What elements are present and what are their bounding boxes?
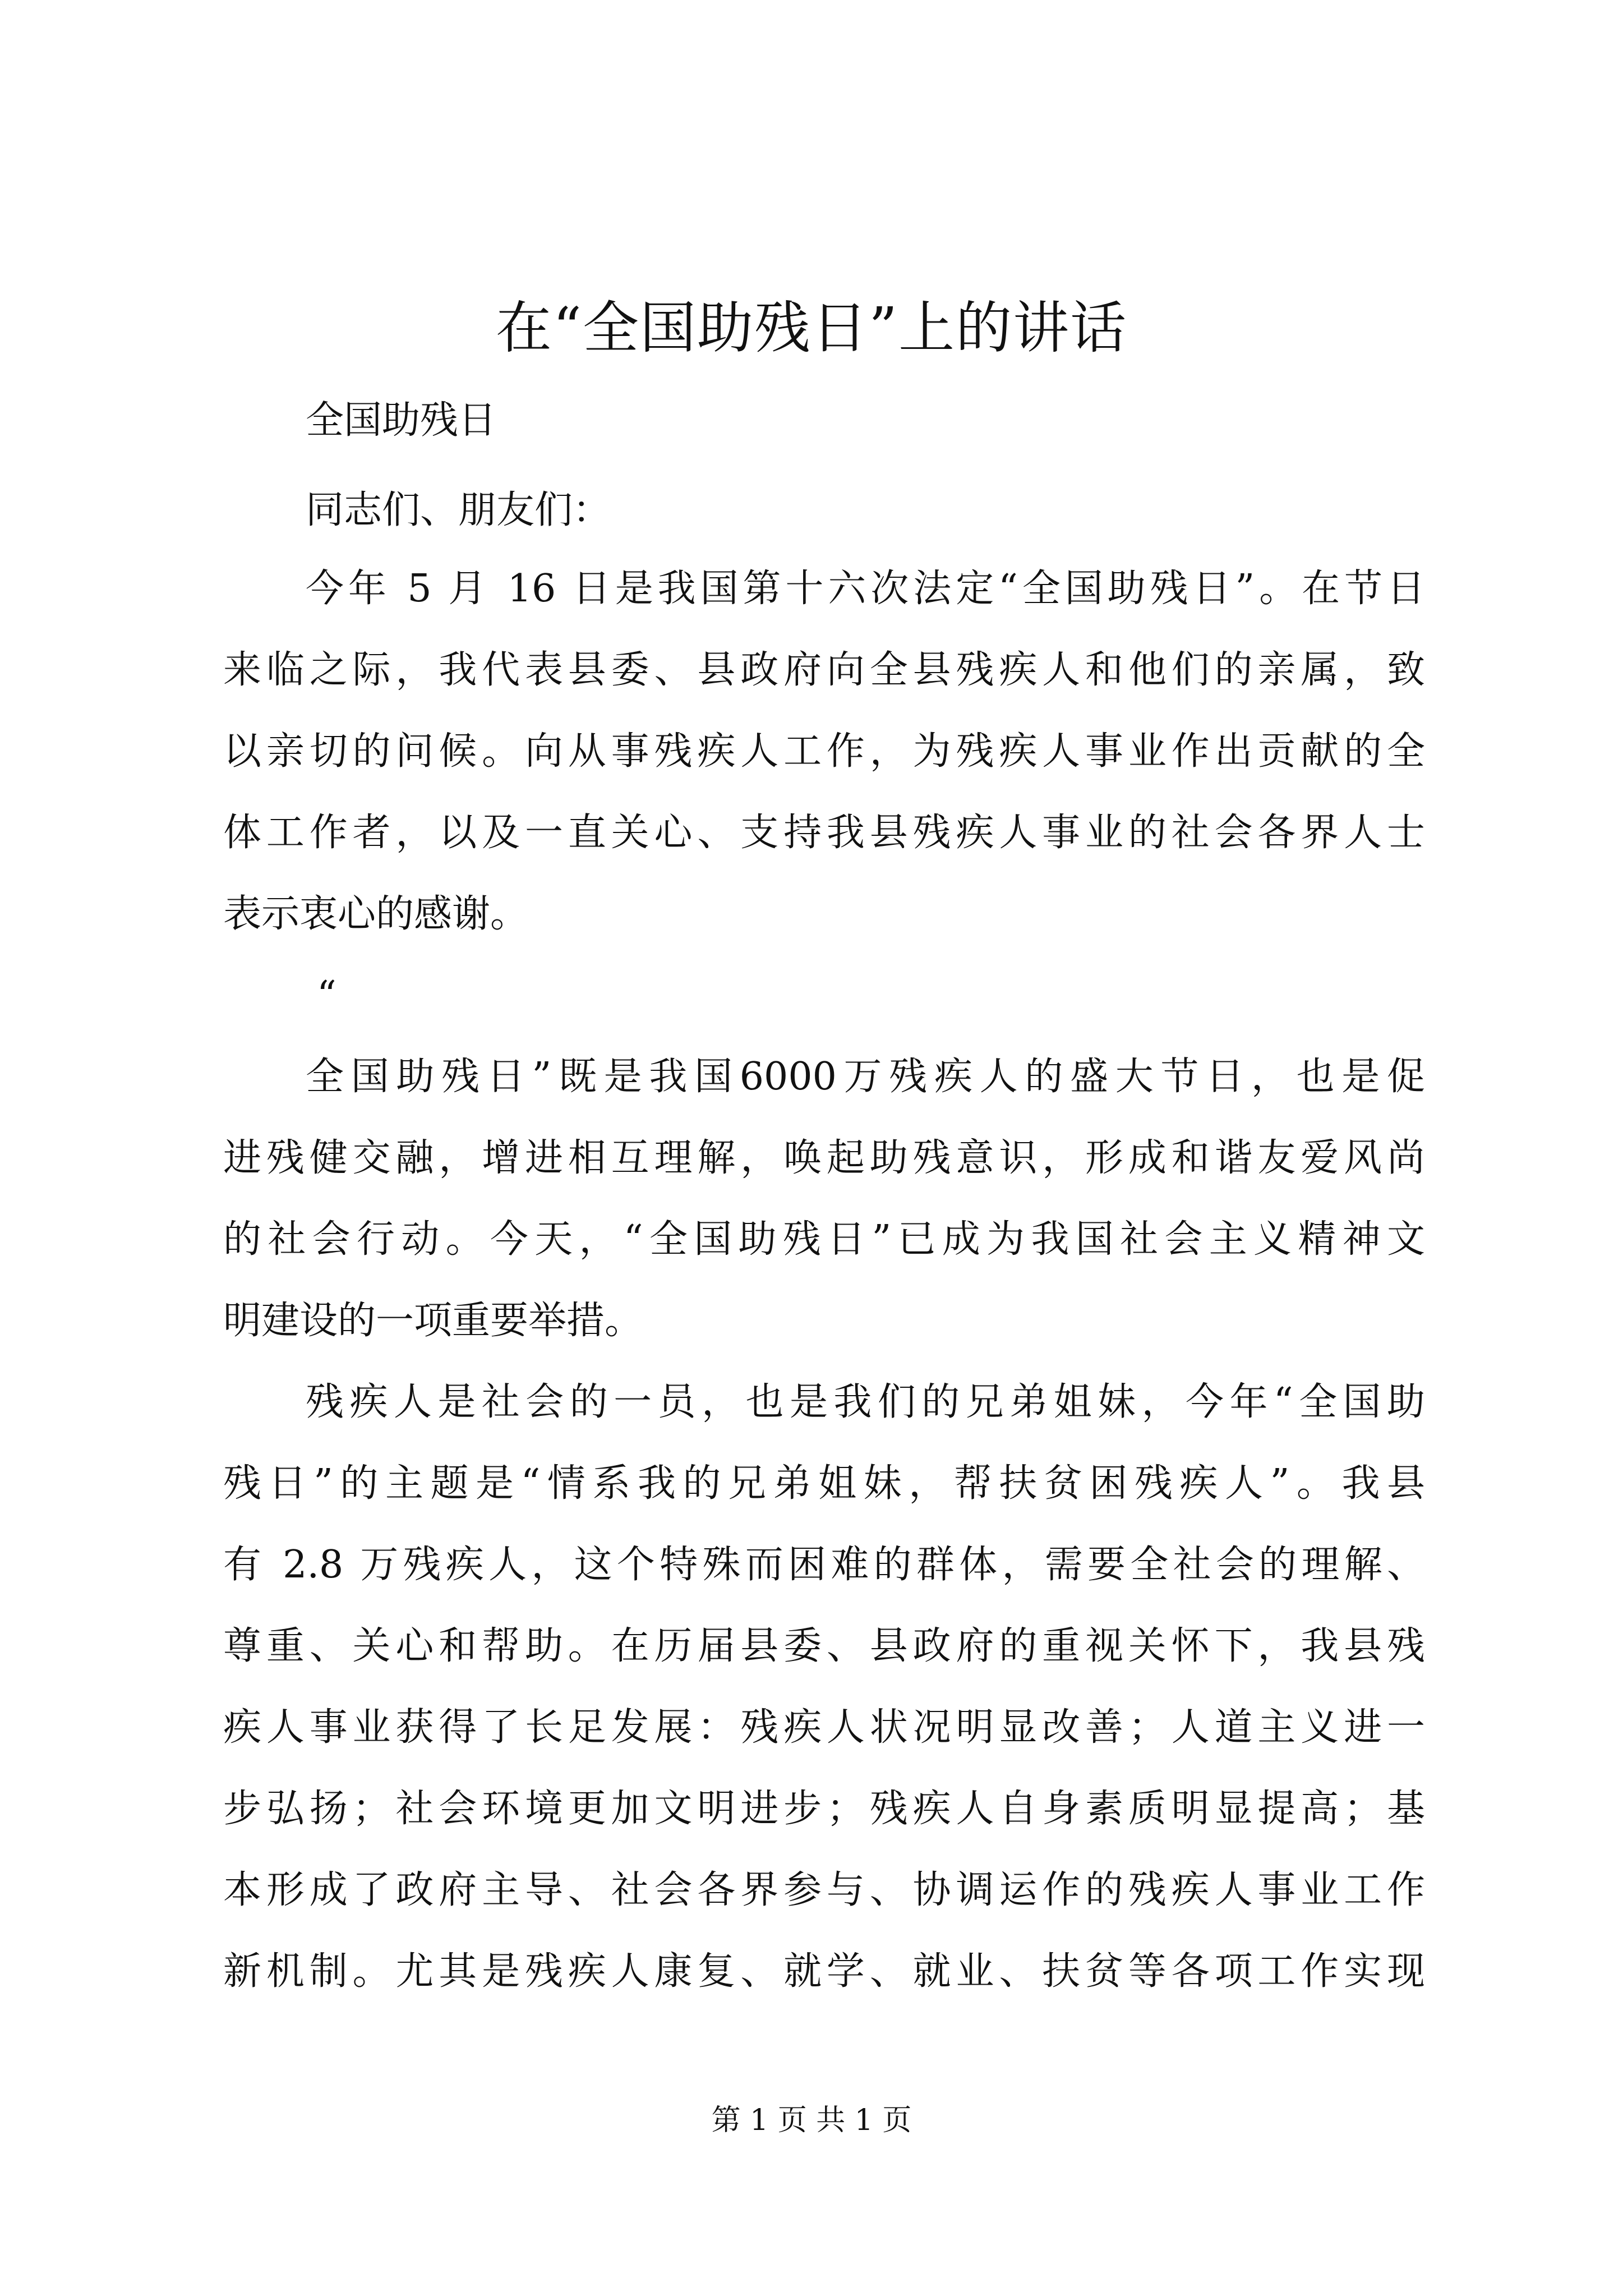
salutation: 同志们、朋友们：: [306, 488, 611, 532]
paragraph-1-line-4: 体工作者，以及一直关心、支持我县残疾人事业的社会各界人士: [223, 811, 1425, 855]
paragraph-1-line-2: 来临之际，我代表县委、县政府向全县残疾人和他们的亲属，致: [223, 648, 1425, 692]
paragraph-1-line-5: 表示衷心的感谢。: [223, 892, 529, 936]
page-footer: 第 1 页 共 1 页: [711, 2104, 912, 2137]
paragraph-1-line-1: 今年 5 月 16 日是我国第十六次法定“全国助残日”。在节日: [306, 567, 1425, 611]
paragraph-3-line-4: 尊重、关心和帮助。在历届县委、县政府的重视关怀下，我县残: [223, 1624, 1425, 1668]
paragraph-3-line-1: 残疾人是社会的一员，也是我们的兄弟姐妹，今年“全国助: [306, 1380, 1425, 1424]
paragraph-3-line-6: 步弘扬；社会环境更加文明进步；残疾人自身素质明显提高；基: [223, 1787, 1425, 1831]
paragraph-2-line-1: 全国助残日”既是我国6000万残疾人的盛大节日，也是促: [306, 1055, 1425, 1099]
quote-mark: “: [317, 973, 336, 1018]
paragraph-3-line-2: 残日”的主题是“情系我的兄弟姐妹，帮扶贫困残疾人”。我县: [223, 1461, 1425, 1506]
document-subtitle: 全国助残日: [306, 398, 497, 443]
paragraph-2-line-3: 的社会行动。今天，“全国助残日”已成为我国社会主义精神文: [223, 1217, 1425, 1262]
document-title: 在“全国助残日”上的讲话: [495, 295, 1128, 361]
paragraph-1-line-3: 以亲切的问候。向从事残疾人工作，为残疾人事业作出贡献的全: [223, 729, 1425, 774]
paragraph-3-line-3: 有 2.8 万残疾人，这个特殊而困难的群体，需要全社会的理解、: [223, 1543, 1425, 1587]
paragraph-2-line-4: 明建设的一项重要举措。: [223, 1299, 643, 1343]
paragraph-3-line-7: 本形成了政府主导、社会各界参与、协调运作的残疾人事业工作: [223, 1868, 1425, 1912]
paragraph-3-line-5: 疾人事业获得了长足发展：残疾人状况明显改善；人道主义进一: [223, 1705, 1425, 1750]
paragraph-2-line-2: 进残健交融，增进相互理解，唤起助残意识，形成和谐友爱风尚: [223, 1136, 1425, 1180]
paragraph-3-line-8: 新机制。尤其是残疾人康复、就学、就业、扶贫等各项工作实现: [223, 1949, 1425, 1994]
